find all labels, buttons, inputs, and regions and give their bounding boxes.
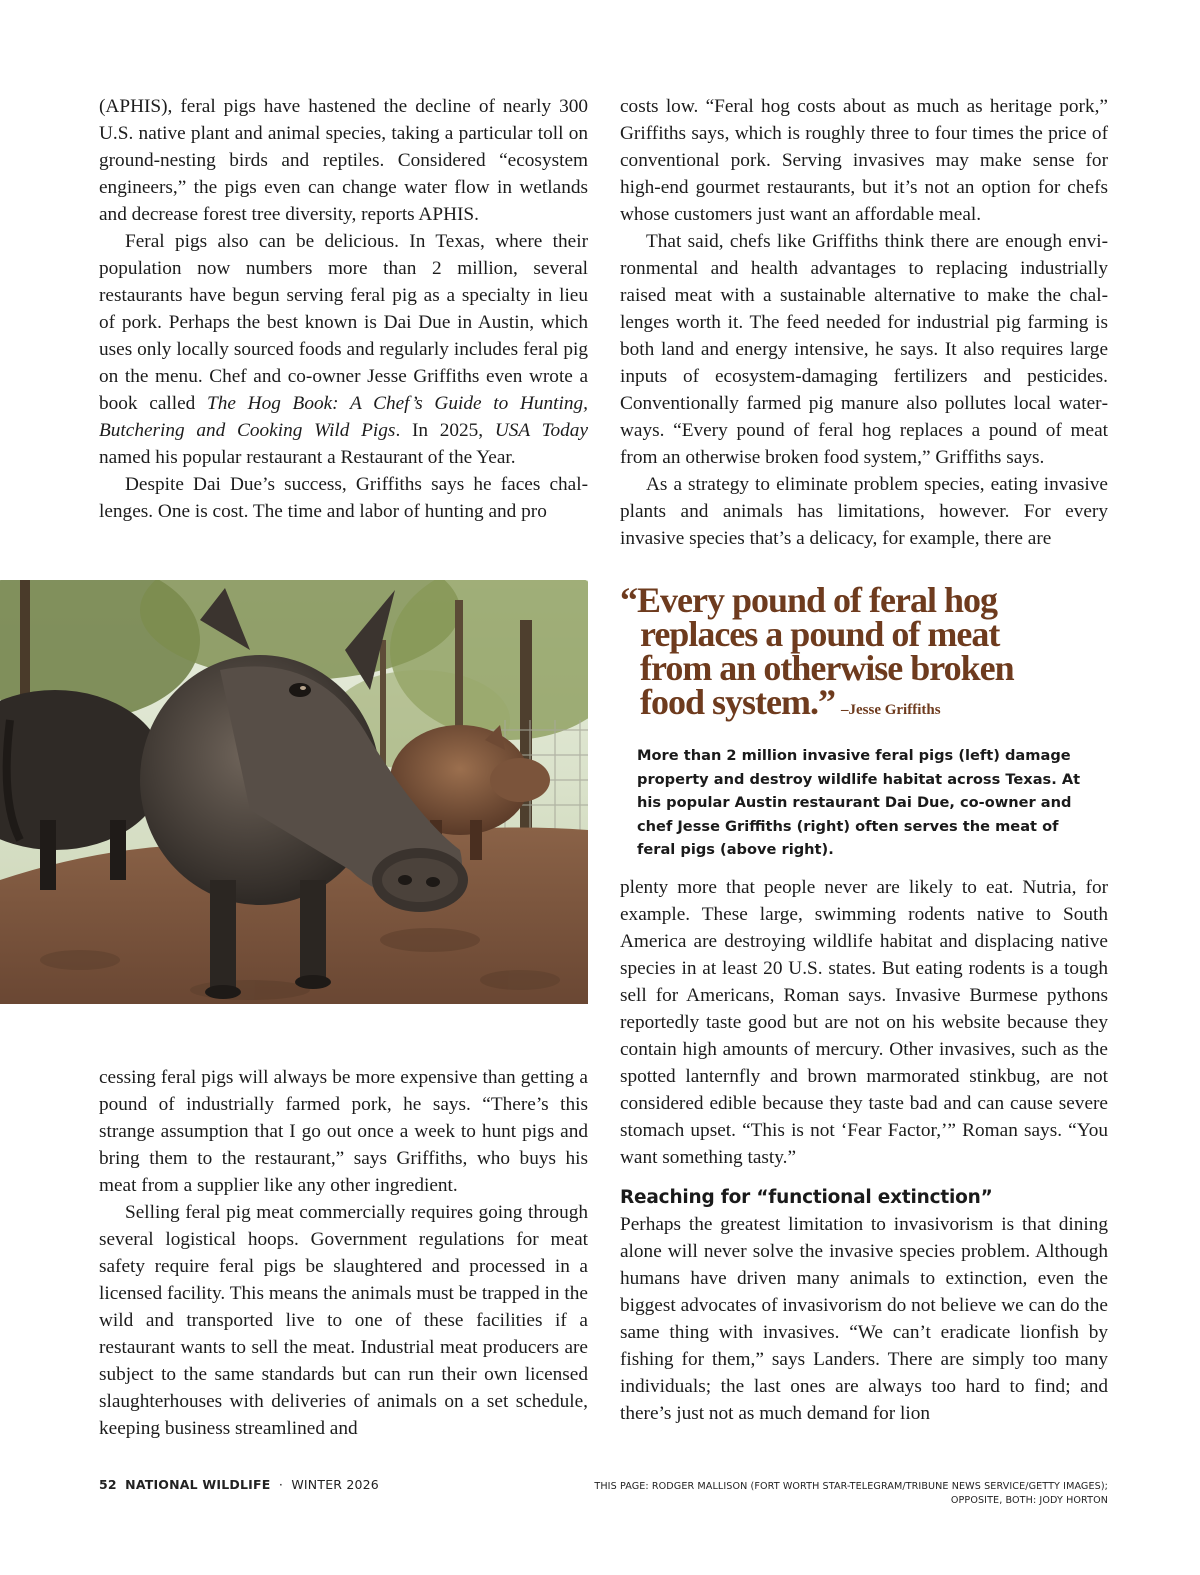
book-title: The Hog Book: A Chef’s Guide to Hunting, Butchering and Cooking Wild Pigs	[99, 393, 588, 441]
pull-quote-attribution: –Jesse Griffiths	[840, 702, 941, 718]
paragraph: Despite Dai Due’s success, Griffiths says he faces challenges. One is cost. The time and labor of hunting and pro	[99, 474, 588, 522]
issue-date: WINTER 2026	[291, 1477, 379, 1492]
pull-quote-line: from an otherwise broken	[640, 648, 1014, 688]
paragraph: Feral pigs also can be delicious. In Texas, where their population now numbers more than 2 million, several restaurants have begun serving feral pig as a specialty in lieu of pork. Perhaps the best known is Dai Due in Austin, which uses only locally sourced foods and regularly includes feral pig on the menu. Chef and co-owner Jesse Griffiths even wrote a book called The Hog Book: A Chef’s Guide to Hunting, Butchering and Cooking Wild Pigs. In 2025, USA Today named his popular restaurant a Restaurant of the Year.	[99, 231, 589, 468]
pull-quote-line: replaces a pound of meat	[640, 614, 1000, 654]
publication-name: USA Today	[494, 420, 589, 441]
article-column-left-top	[99, 93, 588, 525]
photo-caption: More than 2 million invasive feral pigs (left) damage property and destroy wildlife habitat across Texas. At his popular Austin restaurant Dai Due, co-owner and chef Jesse Griffiths (right) often serves the meat of feral pigs (above right).	[637, 747, 1081, 858]
footer-separator: ·	[278, 1477, 283, 1492]
paragraph: plenty more that people never are likely to eat. Nutria, for example. These large, swimming rodents native to South America are destroying wildlife habitat and displacing native species in at least 20 U.S. states. But eating rodents is a tough sell for Americans, Roman says. Invasive Burmese pythons reportedly taste good but are not on his website because they contain high amounts of mercury. Other invasives, such as the spotted lanternfly and brown marmorated stinkbug, are not considered edible because they taste bad and can cause severe stomach upset. “This is not ‘Fear Factor,’” Roman says. “You want something tasty.”	[620, 877, 1108, 1168]
paragraph: costs low. “Feral hog costs about as much as heritage pork,” Griffiths says, which is roughly three to four times the price of conventional pork. Serving invasives may make sense for high-end gourmet restaurants, but it’s not an option for chefs whose customers just want an affordable meal.	[620, 96, 1108, 225]
article-column-left-bottom	[99, 1064, 588, 1442]
page-number: 52	[99, 1477, 117, 1492]
feral-pigs-photo	[0, 580, 588, 1004]
paragraph: As a strategy to eliminate problem species, eating invasive plants and animals has limitations, however. For every invasive species that’s a delicacy, for example, there are	[620, 474, 1108, 549]
photo-credit-line: OPPOSITE, BOTH: JODY HORTON	[950, 1494, 1108, 1506]
pull-quote-last-line: food system.” –Jesse Griffiths	[640, 682, 941, 722]
photo-credits	[508, 1480, 1108, 1507]
paragraph: cessing feral pigs will always be more expensive than getting a pound of industrially farmed pork, he says. “There’s this strange assumption that I go out once a week to hunt pigs and bring them to the restaurant,” says Griffiths, who buys his meat from a supplier like any other ingredient.	[99, 1067, 588, 1196]
pull-quote-line: “Every pound of feral hog	[620, 580, 998, 620]
paragraph: Selling feral pig meat commercially requires going through several logistical hoops. Government regulations for meat safety require feral pigs be slaughtered and processed in a licensed facility. This means the animals must be trapped in the wild and transported live to one of these facilities if a restaurant wants to sell the meat. Industrial meat producers are subject to the same standards but can run their own licensed slaughterhouses with deliveries of animals on a set schedule, keeping business streamlined and	[99, 1202, 588, 1439]
magazine-name: NATIONAL WILDLIFE	[125, 1477, 271, 1492]
article-column-right-bottom	[620, 874, 1108, 1427]
page-footer	[99, 1477, 379, 1492]
photo-credit-line: THIS PAGE: RODGER MALLISON (FORT WORTH STAR-TELEGRAM/TRIBUNE NEWS SERVICE/GETTY IMAGES);	[594, 1481, 1108, 1492]
article-column-right-top	[620, 93, 1108, 552]
section-heading: Reaching for “functional extinction”	[620, 1187, 993, 1208]
paragraph: Perhaps the greatest limitation to invasivorism is that dining alone will never solve the invasive species problem. Although humans have driven many animals to extinction, even the biggest advocates of invasivorism do not believe we can do the same thing with invasives. “We can’t eradicate lionfish by fishing for them,” says Landers. There are simply too many individuals; the last ones are always too hard to find; and there’s just not as much demand for lion	[620, 1214, 1108, 1424]
pull-quote	[620, 580, 1120, 727]
paragraph: (APHIS), feral pigs have hastened the decline of nearly 300 U.S. native plant and animal species, taking a particular toll on ground-nesting birds and reptiles. Considered “ecosystem engineers,” the pigs even can change water flow in wetlands and decrease forest tree diversity, reports APHIS.	[99, 96, 588, 225]
paragraph: That said, chefs like Griffiths think there are enough environmental and health advantages to replacing industrially raised meat with a sustainable alternative to make the challenges worth it. The feed needed for industrial pig farming is both land and energy intensive, he says. It also requires large inputs of ecosystem-damaging fertilizers and pesticides. Conventionally farmed pig manure also pollutes local waterways. “Every pound of feral hog replaces a pound of meat from an otherwise broken food system,” Griffiths says.	[620, 231, 1108, 468]
